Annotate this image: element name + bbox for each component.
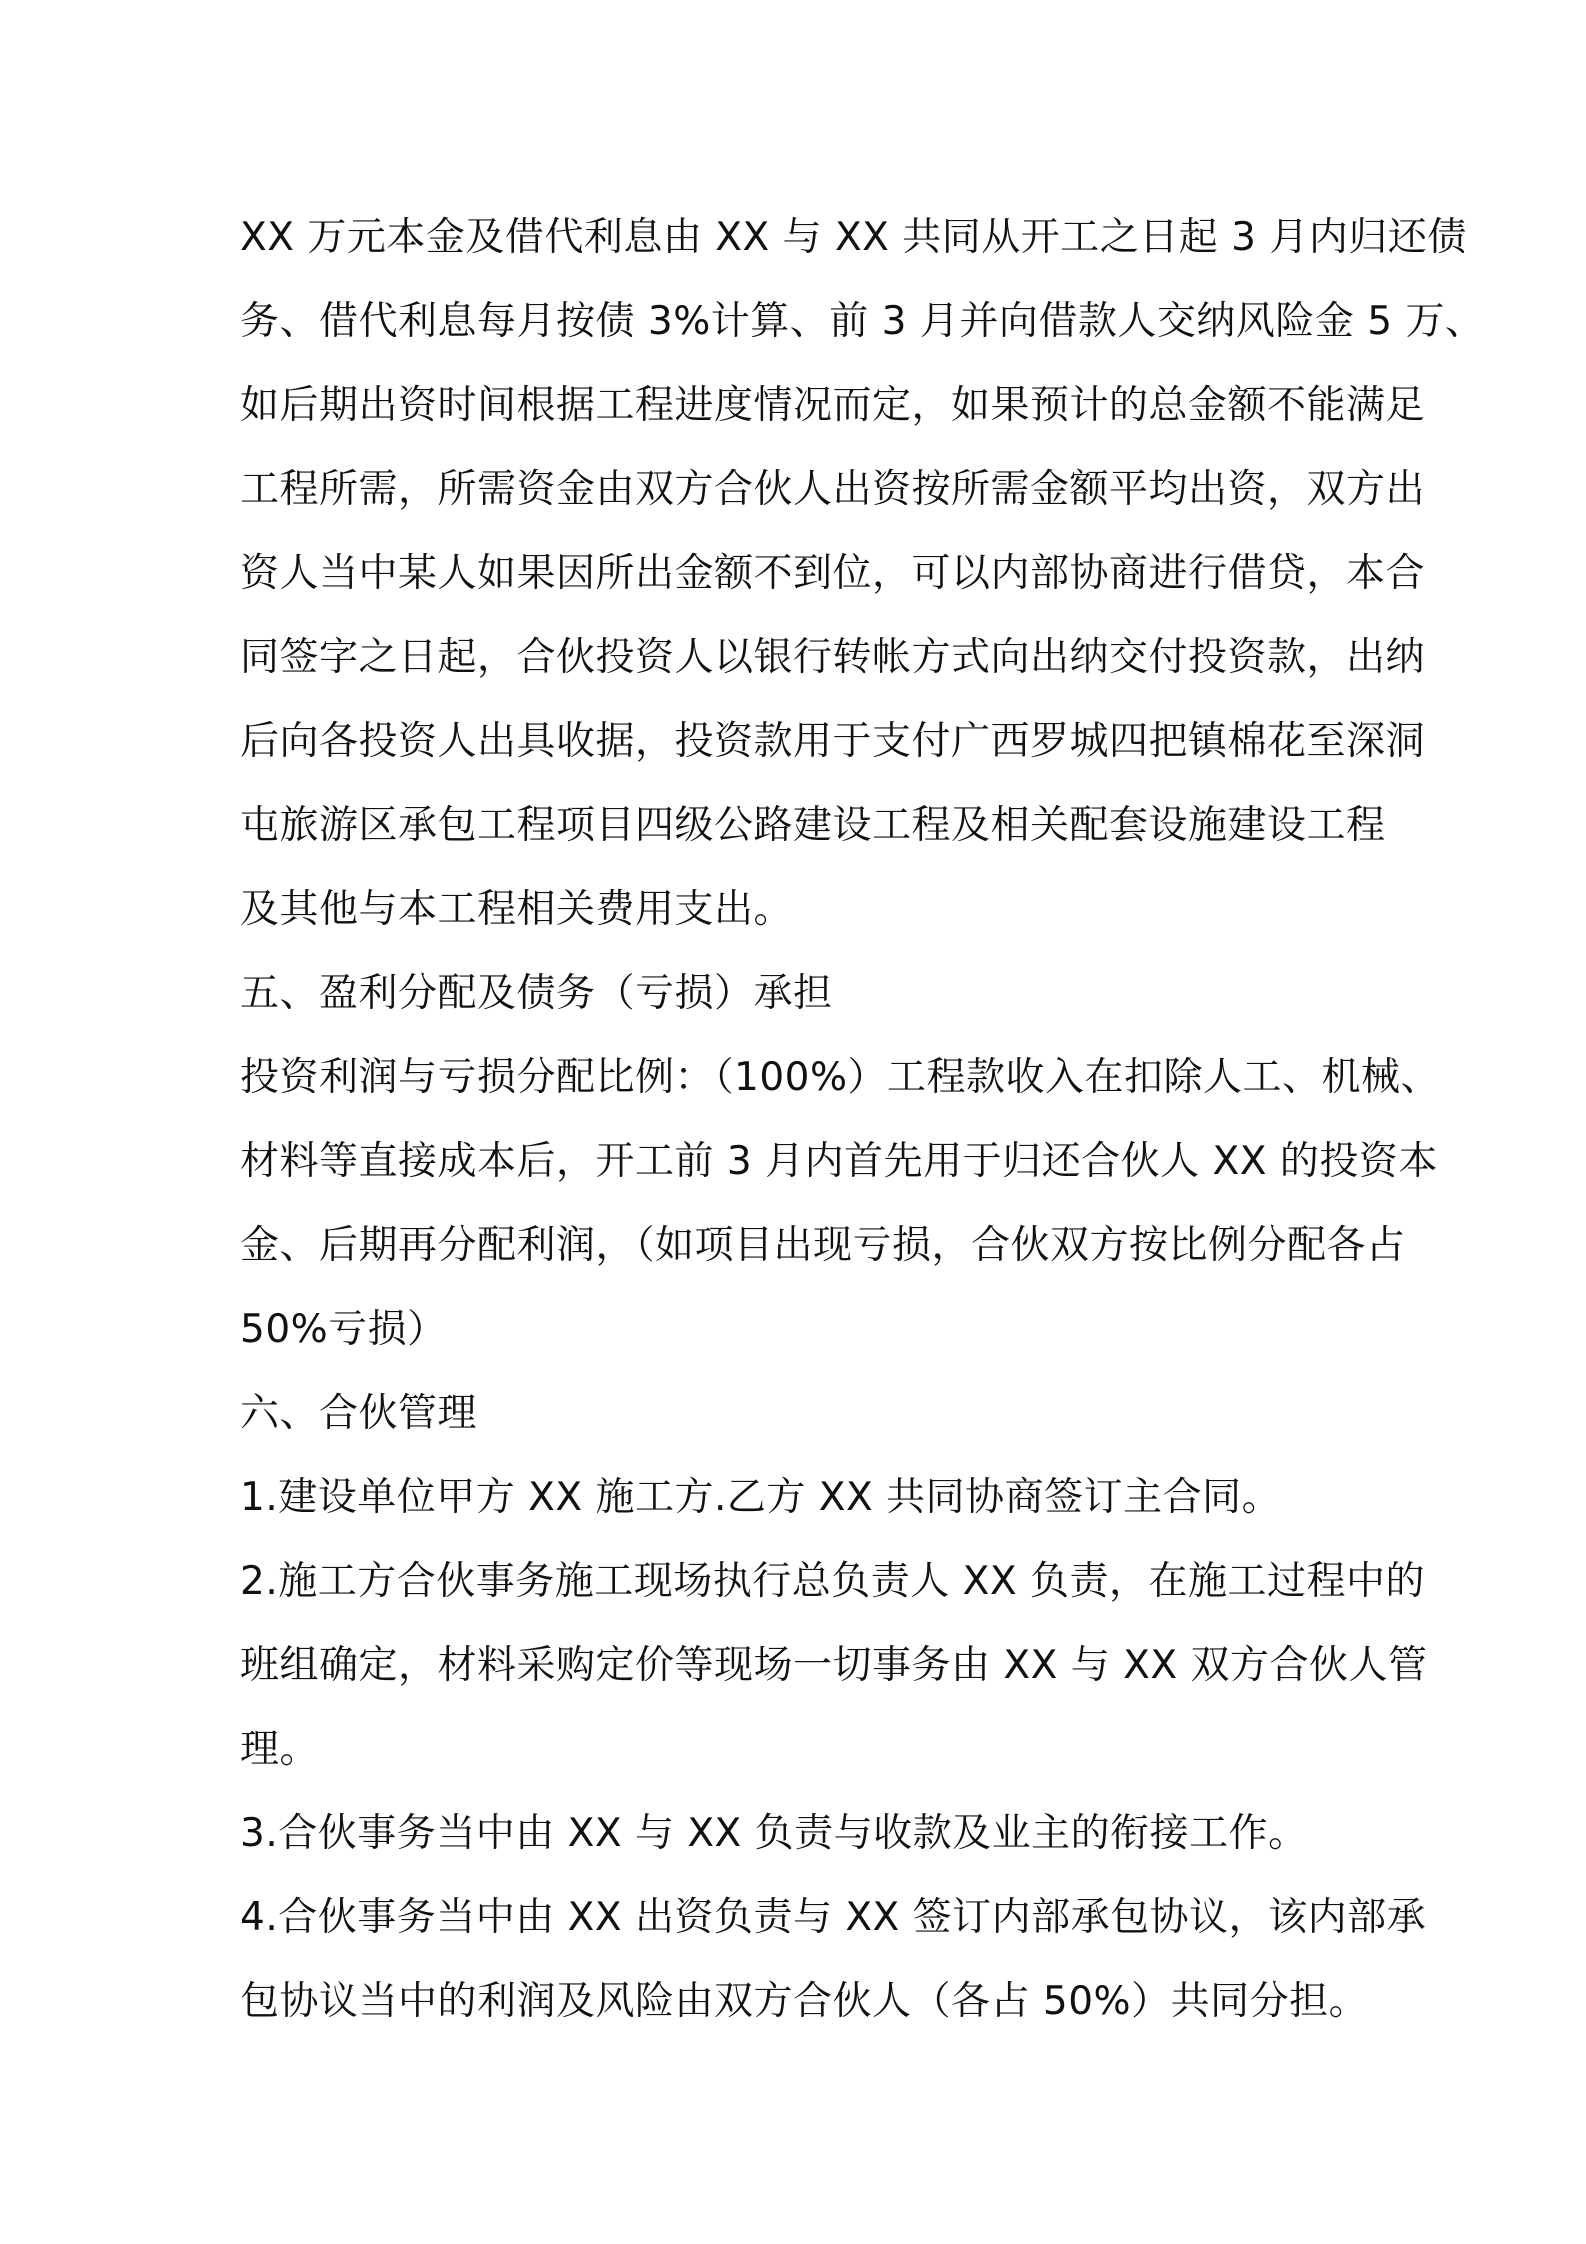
text-line: 如后期出资时间根据工程进度情况而定，如果预计的总金额不能满足 (240, 383, 1426, 428)
text-line: 50%亏损） (240, 1307, 447, 1352)
text-line: 理。 (240, 1727, 320, 1772)
text-line: 材料等直接成本后，开工前 3 月内首先用于归还合伙人 XX 的投资本 (240, 1139, 1438, 1184)
text-line: 屯旅游区承包工程项目四级公路建设工程及相关配套设施建设工程 (240, 803, 1386, 848)
text-line: 务、借代利息每月按债 3%计算、前 3 月并向借款人交纳风险金 5 万、 (240, 299, 1485, 344)
section-heading: 六、合伙管理 (240, 1391, 478, 1436)
list-item: 1.建设单位甲方 XX 施工方.乙方 XX 共同协商签订主合同。 (240, 1475, 1282, 1520)
text-line: 金、后期再分配利润，（如项目出现亏损，合伙双方按比例分配各占 (240, 1223, 1406, 1268)
text-line: 包协议当中的利润及风险由双方合伙人（各占 50%）共同分担。 (240, 1979, 1369, 2024)
text-line: 工程所需，所需资金由双方合伙人出资按所需金额平均出资，双方出 (240, 467, 1426, 512)
list-item: 3.合伙事务当中由 XX 与 XX 负责与收款及业主的衔接工作。 (240, 1811, 1308, 1856)
text-line: 及其他与本工程相关费用支出。 (240, 887, 794, 932)
text-line: 资人当中某人如果因所出金额不到位，可以内部协商进行借贷，本合 (240, 551, 1426, 596)
text-line: XX 万元本金及借代利息由 XX 与 XX 共同从开工之日起 3 月内归还债 (240, 215, 1467, 260)
text-line: 同签字之日起，合伙投资人以银行转帐方式向出纳交付投资款，出纳 (240, 635, 1426, 680)
text-line: 班组确定，材料采购定价等现场一切事务由 XX 与 XX 双方合伙人管 (240, 1643, 1428, 1688)
section-heading: 五、盈利分配及债务（亏损）承担 (240, 971, 833, 1016)
text-line: 后向各投资人出具收据，投资款用于支付广西罗城四把镇棉花至深洞 (240, 719, 1426, 764)
text-line: 投资利润与亏损分配比例：（100%）工程款收入在扣除人工、机械、 (240, 1055, 1440, 1100)
list-item: 4.合伙事务当中由 XX 出资负责与 XX 签订内部承包协议，该内部承 (240, 1895, 1427, 1940)
document-body (240, 196, 1485, 2044)
list-item: 2.施工方合伙事务施工现场执行总负责人 XX 负责，在施工过程中的 (240, 1559, 1425, 1604)
